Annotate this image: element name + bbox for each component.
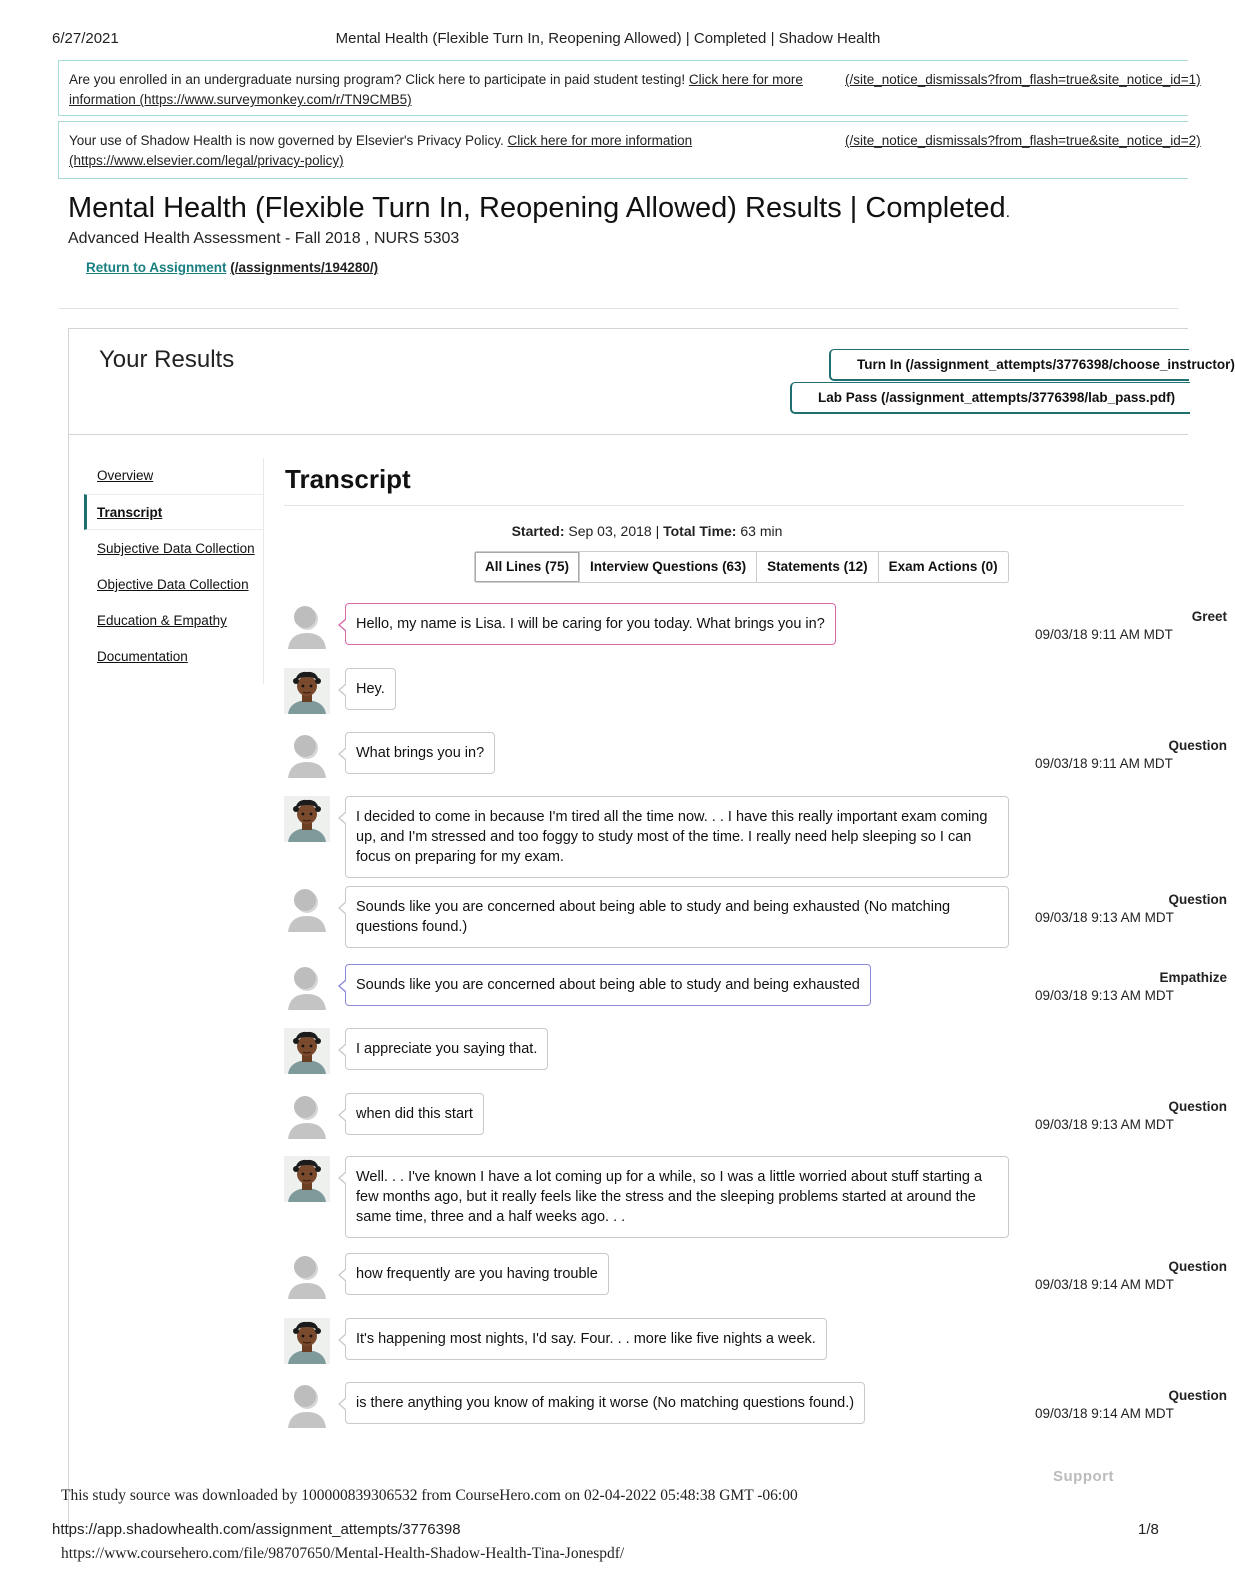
source-url-watermark: https://www.coursehero.com/file/98707650/Mental-Health-Shadow-Health-Tina-Jonespdf/: [61, 1545, 625, 1562]
message-meta: [1035, 892, 1235, 925]
print-title: Mental Health (Flexible Turn In, Reopening Allowed) | Completed | Shadow Health: [335, 30, 881, 47]
message-category: Question: [1168, 1099, 1227, 1114]
student-avatar: [284, 964, 330, 1010]
message-category: Greet: [1191, 609, 1227, 624]
message-category: Empathize: [1159, 970, 1227, 985]
return-link[interactable]: Return to Assignment: [86, 260, 227, 275]
sidebar-item-subjective-data[interactable]: Subjective Data Collection: [97, 541, 255, 556]
notice-link-url[interactable]: information (https://www.surveymonkey.com/r/TN9CMB5): [69, 92, 412, 107]
message-meta: [1035, 1259, 1235, 1292]
print-date: 6/27/2021: [52, 30, 119, 47]
sidebar-item-transcript[interactable]: Transcript: [97, 505, 163, 520]
print-footer-url: https://app.shadowhealth.com/assignment_attempts/3776398: [52, 1521, 461, 1538]
divider: [68, 434, 1188, 435]
total-time-label: Total Time:: [663, 523, 737, 539]
message-meta: [1035, 609, 1235, 642]
student-avatar: [284, 1093, 330, 1139]
message-category: Question: [1168, 1388, 1227, 1403]
site-notice: [58, 121, 1201, 179]
message-timestamp: 09/03/18 9:13 AM MDT: [1035, 1117, 1174, 1132]
student-message-bubble: Hello, my name is Lisa. I will be caring for you today. What brings you in?: [345, 603, 836, 645]
notice-link[interactable]: Click here for more: [688, 72, 803, 87]
turn-in-button[interactable]: Turn In (/assignment_attempts/3776398/choose_instructor): [829, 349, 1189, 381]
student-avatar: [284, 1253, 330, 1299]
message-timestamp: 09/03/18 9:11 AM MDT: [1035, 756, 1173, 771]
patient-avatar: [284, 1318, 330, 1364]
meta-separator: |: [655, 523, 660, 539]
sidebar-item-overview[interactable]: Overview: [97, 468, 154, 483]
tab-all-lines[interactable]: All Lines (75): [475, 552, 579, 582]
patient-message-bubble: I decided to come in because I'm tired all the time now. . . I have this really important exam coming up, and I'm stressed and too foggy to study most of the time. I really need help sleeping so I can focus on preparing for my exam.: [345, 796, 1009, 878]
sidebar-item-education-empathy[interactable]: Education & Empathy: [97, 613, 227, 628]
return-url[interactable]: (/assignments/194280/): [230, 260, 379, 275]
student-avatar: [284, 1382, 330, 1428]
message-meta: [1035, 1388, 1235, 1421]
patient-message-bubble: It's happening most nights, I'd say. Four. . . more like five nights a week.: [345, 1318, 827, 1360]
study-source-watermark: This study source was downloaded by 100000839306532 from CourseHero.com on 02-04-2022 05:48:38 GMT -06:00: [61, 1487, 798, 1504]
results-heading: Your Results: [99, 346, 235, 373]
divider: [284, 505, 1184, 506]
student-message-bubble: What brings you in?: [345, 732, 495, 774]
total-time-value: 63 min: [740, 523, 783, 539]
return-to-assignment[interactable]: [86, 260, 378, 275]
message-timestamp: 09/03/18 9:11 AM MDT: [1035, 627, 1173, 642]
student-message-bubble: is there anything you know of making it worse (No matching questions found.): [345, 1382, 865, 1424]
message-category: Question: [1168, 738, 1227, 753]
tab-exam-actions[interactable]: Exam Actions (0): [878, 552, 1008, 582]
lab-pass-button[interactable]: Lab Pass (/assignment_attempts/3776398/lab_pass.pdf): [790, 382, 1190, 414]
patient-avatar: [284, 1028, 330, 1074]
message-timestamp: 09/03/18 9:14 AM MDT: [1035, 1277, 1174, 1292]
course-subtitle: Advanced Health Assessment - Fall 2018 , NURS 5303: [68, 230, 460, 247]
patient-avatar: [284, 1156, 330, 1202]
notice-dismiss-link[interactable]: (/site_notice_dismissals?from_flash=true&site_notice_id=2): [845, 133, 1201, 148]
started-value: Sep 03, 2018: [568, 523, 652, 539]
message-meta: [1035, 738, 1235, 771]
student-avatar: [284, 603, 330, 649]
patient-avatar: [284, 796, 330, 842]
notice-link[interactable]: Click here for more information: [507, 133, 693, 148]
message-timestamp: 09/03/18 9:14 AM MDT: [1035, 1406, 1174, 1421]
notice-dismiss-link[interactable]: (/site_notice_dismissals?from_flash=true&site_notice_id=1): [845, 72, 1201, 87]
patient-message-bubble: I appreciate you saying that.: [345, 1028, 548, 1070]
student-message-bubble: how frequently are you having trouble: [345, 1253, 609, 1295]
patient-avatar: [284, 668, 330, 714]
message-meta: [1035, 970, 1235, 1003]
message-timestamp: 09/03/18 9:13 AM MDT: [1035, 988, 1174, 1003]
tab-interview-questions[interactable]: Interview Questions (63): [579, 552, 756, 582]
tab-statements[interactable]: Statements (12): [756, 552, 878, 582]
transcript-filter-tabs: [474, 551, 1009, 583]
page-title-suffix: .: [1005, 204, 1011, 221]
student-message-bubble: Sounds like you are concerned about being able to study and being exhausted (No matching questions found.): [345, 886, 1009, 948]
patient-message-bubble: Well. . . I've known I have a lot coming up for a while, so I was a little worried about stuff starting a few months ago, but it really feels like the stress and the sleeping problems started at around the same time, three and a half weeks ago. . .: [345, 1156, 1009, 1238]
transcript-meta: [284, 523, 1010, 539]
sidebar-item-objective-data[interactable]: Objective Data Collection: [97, 577, 249, 592]
student-avatar: [284, 886, 330, 932]
transcript-title: Transcript: [285, 464, 411, 494]
notice-text: Your use of Shadow Health is now governed by Elsevier's Privacy Policy.: [69, 133, 508, 148]
message-meta: [1035, 1099, 1235, 1132]
notice-text: Are you enrolled in an undergraduate nursing program? Click here to participate in paid student testing!: [69, 72, 689, 87]
student-message-bubble: Sounds like you are concerned about being able to study and being exhausted: [345, 964, 871, 1006]
sidebar-item-documentation[interactable]: Documentation: [97, 649, 188, 664]
page-title: Mental Health (Flexible Turn In, Reopening Allowed) Results | Completed.: [68, 192, 1011, 224]
student-avatar: [284, 732, 330, 778]
message-category: Question: [1168, 892, 1227, 907]
message-category: Question: [1168, 1259, 1227, 1274]
print-footer-page: 1/8: [1138, 1521, 1159, 1538]
divider: [58, 308, 1178, 309]
student-message-bubble: when did this start: [345, 1093, 484, 1135]
notice-link-url[interactable]: (https://www.elsevier.com/legal/privacy-policy): [69, 153, 344, 168]
patient-message-bubble: Hey.: [345, 668, 396, 710]
support-button[interactable]: Support: [1053, 1468, 1114, 1485]
started-label: Started:: [511, 523, 565, 539]
site-notice: [58, 60, 1201, 116]
results-sidebar: [84, 458, 264, 684]
message-timestamp: 09/03/18 9:13 AM MDT: [1035, 910, 1174, 925]
